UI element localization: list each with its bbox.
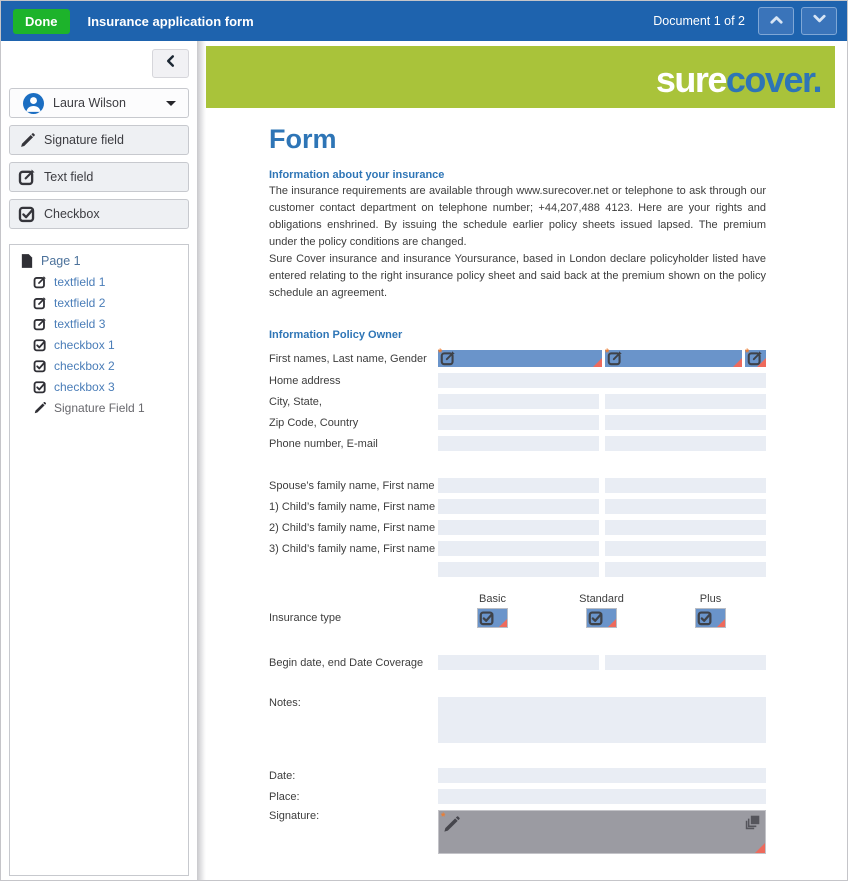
resize-corner[interactable] [733, 358, 742, 367]
checkbox-icon [31, 359, 49, 373]
field-row [269, 697, 766, 743]
checkbox-widget-plus[interactable] [695, 608, 726, 628]
document-page [206, 46, 847, 854]
tree-item-label: Signature Field 1 [54, 401, 145, 415]
topbar [1, 1, 847, 41]
textfield-icon [31, 275, 49, 289]
tree-item-label: textfield 2 [54, 296, 106, 310]
input-field[interactable] [605, 541, 766, 556]
row-label: First names, Last name, Gender [269, 352, 427, 365]
textfield-icon [10, 168, 44, 186]
tool-checkbox[interactable] [9, 199, 189, 229]
user-name: Laura Wilson [53, 96, 126, 110]
input-field[interactable] [438, 373, 766, 388]
tree-item-label: checkbox 2 [54, 359, 115, 373]
input-field[interactable] [438, 436, 599, 451]
collapse-sidebar-button[interactable] [152, 49, 189, 78]
row-label: City, State, [269, 395, 322, 408]
surecover-logo: surecover. [655, 59, 821, 100]
row-label: 1) Child’s family name, First name [269, 500, 436, 513]
input-field[interactable] [438, 478, 599, 493]
input-field[interactable] [605, 562, 766, 577]
person-icon [23, 93, 44, 114]
checkbox-widget-basic[interactable] [477, 608, 508, 628]
resize-corner[interactable] [499, 619, 507, 627]
form-title: Form [269, 124, 337, 154]
pen-icon [442, 815, 461, 839]
document-area [206, 41, 847, 880]
input-field[interactable] [438, 789, 766, 804]
field-row [269, 394, 766, 409]
input-field[interactable] [605, 520, 766, 535]
row-label: Place: [269, 790, 300, 803]
field-row [269, 789, 766, 804]
input-field[interactable] [438, 655, 599, 670]
caret-down-icon [166, 101, 176, 106]
tree-item-textfield-2[interactable] [31, 296, 180, 310]
row-label: Date: [269, 769, 296, 782]
signature-widget[interactable] [438, 810, 766, 854]
option-header-standard: Standard [579, 593, 624, 605]
tree-page-1[interactable] [18, 254, 180, 268]
input-field[interactable] [438, 520, 599, 535]
intro-heading: Information about your insurance [269, 169, 445, 181]
required-asterisk: * [745, 347, 750, 359]
row-label: Spouse’s family name, First name [269, 479, 435, 492]
input-field[interactable] [605, 436, 766, 451]
input-field[interactable] [438, 415, 599, 430]
textfield-icon [31, 296, 49, 310]
done-button[interactable]: Done [13, 9, 70, 34]
row-label: Home address [269, 374, 341, 387]
checkbox-icon [10, 205, 44, 223]
document-counter: Document 1 of 2 [653, 14, 745, 28]
duplicate-icon[interactable] [744, 814, 761, 836]
document-header-band [206, 46, 835, 108]
textfield-widget-3[interactable] [745, 347, 766, 367]
row-label: Begin date, end Date Coverage [269, 656, 424, 669]
input-field[interactable] [438, 541, 599, 556]
tree-item-label: textfield 3 [54, 317, 106, 331]
resize-corner[interactable] [717, 619, 725, 627]
field-row [269, 768, 766, 783]
chevron-up-icon [769, 12, 784, 30]
user-menu-button[interactable] [9, 88, 189, 118]
textfield-widget-1[interactable] [438, 347, 602, 367]
textfield-icon [440, 350, 456, 371]
tree-item-label: checkbox 3 [54, 380, 115, 394]
resize-corner[interactable] [608, 619, 616, 627]
document-title: Insurance application form [87, 13, 254, 29]
field-row [269, 373, 766, 388]
option-header-plus: Plus [699, 593, 722, 605]
policy-owner-heading: Information Policy Owner [269, 329, 403, 341]
checkbox-icon [479, 610, 495, 631]
previous-document-button[interactable] [758, 7, 794, 35]
tree-item-textfield-1[interactable] [31, 275, 180, 289]
sidebar-document-divider [197, 41, 206, 880]
insurance-option-headers [438, 593, 766, 605]
field-row [269, 347, 766, 367]
required-asterisk: * [441, 811, 446, 823]
textfield-icon [607, 350, 623, 371]
field-row [269, 520, 766, 535]
next-document-button[interactable] [801, 7, 837, 35]
field-row [269, 562, 766, 577]
checkbox-widget-standard[interactable] [586, 608, 617, 628]
notes-field[interactable] [438, 697, 766, 743]
option-header-basic: Basic [479, 593, 506, 605]
tree-page-label: Page 1 [41, 254, 81, 268]
row-label: Zip Code, Country [269, 416, 359, 429]
textfield-widget-2[interactable] [605, 347, 742, 367]
input-field[interactable] [438, 499, 599, 514]
field-row [269, 478, 766, 493]
row-label: Signature: [269, 810, 320, 822]
tool-label: Text field [44, 170, 94, 184]
row-label: Notes: [269, 697, 301, 709]
tool-signature-field[interactable] [9, 125, 189, 155]
page-icon [18, 254, 36, 268]
row-label: Insurance type [269, 612, 342, 624]
chevron-down-icon [812, 12, 827, 30]
checkbox-icon [697, 610, 713, 631]
chevron-left-icon [164, 54, 177, 73]
input-field[interactable] [605, 655, 766, 670]
input-field[interactable] [438, 562, 599, 577]
input-field[interactable] [605, 394, 766, 409]
pen-icon [31, 401, 49, 415]
resize-corner[interactable] [755, 843, 765, 853]
required-asterisk: * [438, 347, 443, 359]
pages-tree [9, 244, 189, 876]
pen-icon [10, 132, 44, 149]
field-row [269, 499, 766, 514]
intro-paragraph-2: Sure Cover insurance and insurance Yoursurance, based in London declare policyholder listed have entered relating to the right insurance policy sheet and said back at the premium shown on the policy schedule an agreement. [269, 253, 766, 299]
field-row [269, 541, 766, 556]
row-label: Phone number, E-mail [269, 437, 378, 450]
tool-label: Signature field [44, 133, 124, 147]
tree-item-textfield-3[interactable] [31, 317, 180, 331]
tree-item-label: textfield 1 [54, 275, 106, 289]
resize-corner[interactable] [593, 358, 602, 367]
field-row [269, 415, 766, 430]
input-field[interactable] [605, 415, 766, 430]
avatar [23, 93, 44, 114]
tool-text-field[interactable] [9, 162, 189, 192]
tool-label: Checkbox [44, 207, 100, 221]
tree-item-signature-field-1[interactable] [31, 401, 180, 415]
signature-row [269, 810, 766, 854]
sidebar [1, 41, 197, 880]
tree-item-checkbox-3[interactable] [31, 380, 180, 394]
checkbox-icon [31, 380, 49, 394]
tree-item-checkbox-1[interactable] [31, 338, 180, 352]
checkbox-icon [588, 610, 604, 631]
input-field[interactable] [605, 499, 766, 514]
row-label: 2) Child’s family name, First name [269, 521, 436, 534]
input-field[interactable] [438, 768, 766, 783]
textfield-icon [31, 317, 49, 331]
insurance-type-row [269, 608, 766, 628]
tree-item-label: checkbox 1 [54, 338, 115, 352]
field-row [269, 436, 766, 451]
input-field[interactable] [605, 478, 766, 493]
resize-corner[interactable] [757, 358, 766, 367]
intro-paragraph-1: The insurance requirements are available through www.surecover.net or telephone to ask through our customer contact department on telephone number; +44,207,488 4123. Here are your rights and obligations enshrined. By issuing the schedule earlier policy sheets issued lapsed. The premium under the policy conditions are changed. [269, 185, 766, 248]
tree-item-checkbox-2[interactable] [31, 359, 180, 373]
required-asterisk: * [605, 347, 610, 359]
checkbox-icon [31, 338, 49, 352]
row-label: 3) Child’s family name, First name [269, 542, 436, 555]
input-field[interactable] [438, 394, 599, 409]
field-row [269, 655, 766, 670]
